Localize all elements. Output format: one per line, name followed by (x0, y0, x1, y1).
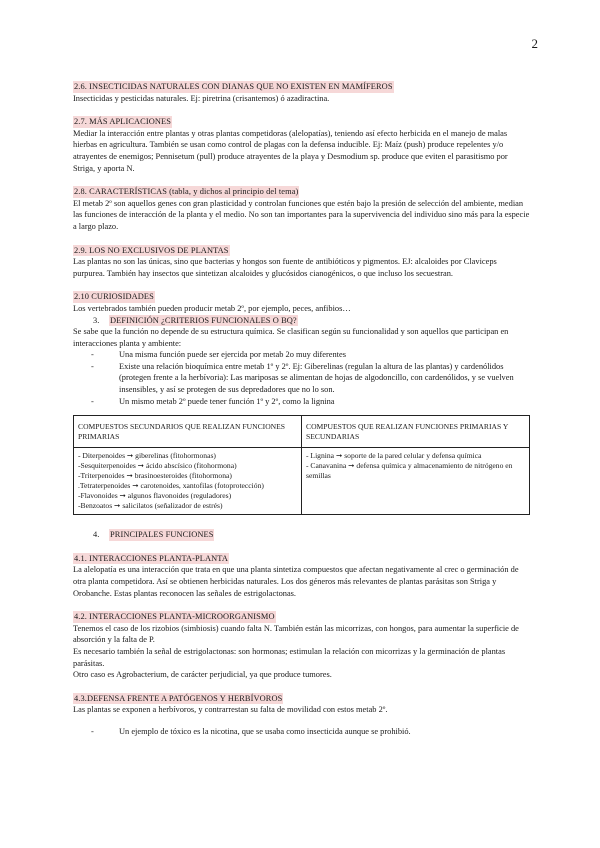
section-paragraph: Se sabe que la función no depende de su estructura química. Se clasifican según su funcionalidad y son aquellos que participan en interacciones planta y ambiente: (73, 327, 509, 348)
section-2-8 (73, 186, 530, 232)
section-heading: DEFINICIÓN ¿CRITERIOS FUNCIONALES O BQ? (110, 315, 297, 325)
section-2-6 (73, 81, 530, 104)
section-3 (73, 315, 530, 408)
section-paragraph: Las plantas no son las únicas, sino que bacterias y hongos son fuente de antibióticos y pigmentos. EJ: alcaloides por Claviceps purpurea. También hay insectos que sintetizan alcaloides y glucósidos cianogénicos, o que incluso los secuestran. (73, 257, 497, 278)
bullet-list (73, 726, 530, 738)
table-cell (74, 448, 302, 515)
section-paragraph: Insecticidas y pesticidas naturales. Ej: piretrina (crisantemos) ó azadiractina. (73, 93, 330, 103)
section-heading: 2.7. MÁS APLICACIONES (74, 117, 172, 127)
section-paragraph: Mediar la interacción entre plantas y otras plantas competidoras (alelopatías), teniendo así efecto herbicida en el manejo de malas hierbas en agricultura. También se usan como control de plagas con la defensa inducible. Ej: Maíz (push) produce repelentes y/o atrayentes de enemigos; Pennisetum (pull) produce atrayentes de la playa y Desmodium sp. produce que eviten el parasitismo por Striga, y aporta N. (73, 128, 508, 173)
section-4-3 (73, 693, 530, 738)
section-heading: 2.6. INSECTICIDAS NATURALES CON DIANAS QUE NO EXISTEN EN MAMÍFEROS (74, 82, 393, 91)
table-line: - Diterpenoides ➞ giberelinas (fitohormonas) (78, 451, 216, 461)
section-4 (73, 529, 530, 541)
section-paragraph: Los vertebrados también pueden producir metab 2º, por ejemplo, peces, anfibios… (73, 303, 351, 313)
page-number: 2 (531, 36, 538, 51)
bullet-list (73, 349, 530, 407)
table-cell (302, 448, 530, 515)
list-item: - Un ejemplo de tóxico es la nicotina, que se usaba como insecticida aunque se prohibió. (73, 726, 530, 738)
section-4-2 (73, 611, 530, 681)
compounds-table (73, 415, 530, 515)
list-item: - Una misma función puede ser ejercida por metab 2o muy diferentes (73, 349, 530, 361)
section-2-10 (73, 291, 530, 314)
table-header-cell: COMPUESTOS SECUNDARIOS QUE REALIZAN FUNCIONES PRIMARIAS (74, 416, 302, 448)
section-paragraph: Es necesario también la señal de estrigolactonas: son hormonas; estimulan la relación con micorrizas y la germinación de plantas parásitas. (73, 647, 506, 668)
section-4-1 (73, 553, 530, 599)
section-heading: PRINCIPALES FUNCIONES (110, 530, 214, 540)
table-line: .Tetraterpenoides ➞ carotenoides, xantofilas (fotoprotección) (78, 481, 264, 491)
section-heading: 2.8. CARACTERÍSTICAS (tabla, y dichos al principio del tema) (74, 187, 299, 197)
section-paragraph: La alelopatía es una interacción que trata en que una planta sintetiza compuestos que afectan negativamente al crec o germinación de otra planta competidora. Así se obtienen herbicidas naturales. Los dos géneros más relevantes de plantas parásitas son Striga y Orobanche. Estas plantas reconocen las señales de estrigolactonas. (73, 565, 519, 598)
section-paragraph: Las plantas se exponen a herbívoros, y contrarrestan su falta de movilidad con estos metab 2º. (73, 705, 388, 715)
table-line: -Benzoatos ➞ salicilatos (señalizador de estrés) (78, 501, 223, 511)
section-2-7 (73, 116, 530, 174)
table-line: -Sesquiterpenoides ➞ ácido abscísico (fitohormona) (78, 461, 237, 471)
list-item: - Un mismo metab 2º puede tener función 1º y 2º, como la lignina (73, 396, 530, 408)
document-body (73, 81, 530, 738)
table-line: - Canavanina ➞ defensa química y almacenamiento de nitrógeno en semillas (306, 461, 513, 481)
section-number: 3. (93, 315, 100, 325)
section-paragraph: Tenemos el caso de los rizobios (simbiosis) cuando falta N. También están las micorrizas, con hongos, para aumentar la superficie de absorción y la falta de P. (73, 623, 519, 645)
table-line: -Flavonoides ➞ algunos flavonoides (reguladores) (78, 491, 232, 501)
section-heading: 2.9. LOS NO EXCLUSIVOS DE PLANTAS (74, 245, 229, 255)
table-line: -Triterpenoides ➞ brasinoesteroides (fitohormona) (78, 471, 232, 481)
list-item: - Existe una relación bioquímica entre metab 1º y 2º. Ej: Giberelinas (regulan la altura de las plantas) y cardenólidos (protegen frente a la herbívoria): Las mariposas se alimentan de hojas de algodoncillo, con cardenólidos, y se vuelven insensibles, y así se protegen de sus depredadores que no lo son. (73, 361, 530, 396)
section-paragraph: El metab 2º son aquellos genes con gran plasticidad y controlan funciones que estén bajo la presión de selección del ambiente, median las funciones de interacción de la planta y el medio. No son tan importantes para la supervivencia del individuo sino más para la especie a largo plazo. (73, 198, 530, 231)
section-heading: 4.3.DEFENSA FRENTE A PATÓGENOS Y HERBÍVOROS (74, 693, 283, 703)
section-number: 4. (93, 530, 100, 540)
section-heading: 4.1. INTERACCIONES PLANTA-PLANTA (74, 553, 228, 563)
table-line: - Lignina ➞ soporte de la pared celular y defensa química (306, 451, 482, 461)
section-2-9 (73, 245, 530, 280)
table-header-cell: COMPUESTOS QUE REALIZAN FUNCIONES PRIMARIAS Y SECUNDARIAS (302, 416, 530, 448)
section-heading: 2.10 CURIOSIDADES (74, 292, 154, 302)
section-heading: 4.2. INTERACCIONES PLANTA-MICROORGANISMO (74, 612, 275, 622)
section-paragraph: Otro caso es Agrobacterium, de carácter perjudicial, ya que produce tumores. (73, 670, 332, 680)
